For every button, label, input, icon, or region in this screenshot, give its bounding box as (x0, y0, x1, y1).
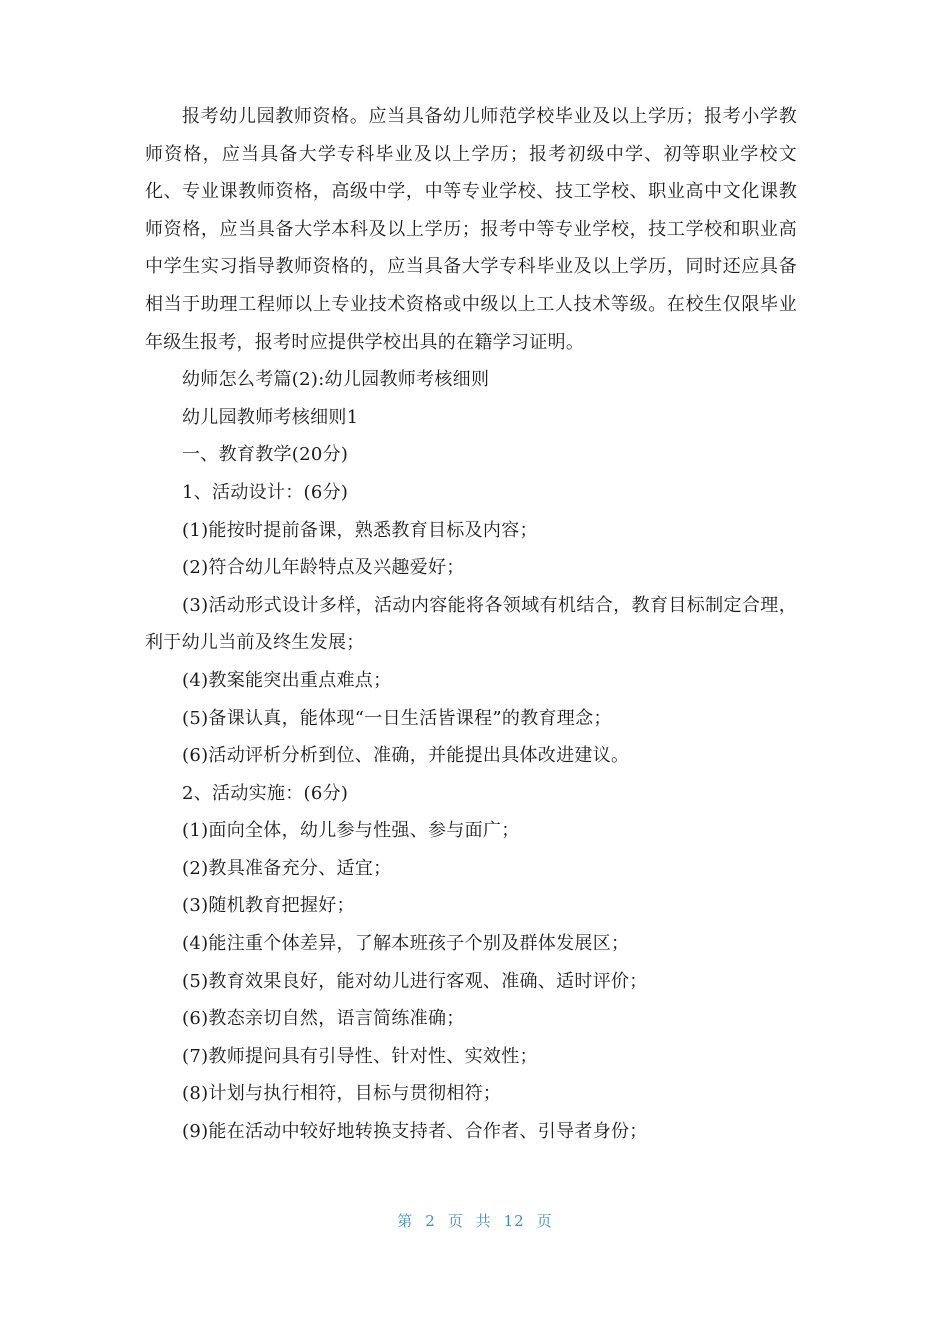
heading-teaching: 一、教育教学(20分) (182, 444, 349, 466)
footer-suffix: 页 (536, 1212, 553, 1230)
list-item: (8)计划与执行相符，目标与贯彻相符； (182, 1083, 502, 1105)
list-item: (1)面向全体，幼儿参与性强、参与面广； (182, 820, 520, 842)
document-body (145, 98, 797, 1151)
list-item: (6)活动评析分析到位、准确，并能提出具体改进建议。 (182, 745, 630, 767)
list-item: (4)教案能突出重点难点； (182, 669, 392, 691)
footer-current-page: 2 (425, 1212, 436, 1230)
heading-activity-implementation: 2、活动实施：(6分) (182, 782, 349, 804)
list-item: (3)活动形式设计多样，活动内容能将各领域有机结合，教育目标制定合理，利于幼儿当前及终生发展； (145, 594, 797, 654)
paragraph-eligibility: 报考幼儿园教师资格。应当具备幼儿师范学校毕业及以上学历；报考小学教师资格，应当具备大学专科毕业及以上学历；报考初级中学、初等职业学校文化、专业课教师资格，高级中学，中等专业学校、技工学校、职业高中文化课教师资格，应当具备大学本科及以上学历；报考中等专业学校，技工学校和职业高中学生实习指导教师资格的，应当具备大学专科毕业及以上学历，同时还应具备相当于助理工程师以上专业技术资格或中级以上工人技术等级。在校生仅限毕业年级生报考，报考时应提供学校出具的在籍学习证明。 (145, 106, 797, 353)
list-item: (5)教育效果良好，能对幼儿进行客观、准确、适时评价； (182, 970, 648, 992)
list-item: (3)随机教育把握好； (182, 895, 355, 917)
list-item: (5)备课认真，能体现“一日生活皆课程”的教育理念； (182, 707, 612, 729)
list-item: (9)能在活动中较好地转换支持者、合作者、引导者身份； (182, 1121, 648, 1143)
list-item: (6)教态亲切自然，语言简练准确； (182, 1008, 465, 1030)
list-item: (7)教师提问具有引导性、针对性、实效性； (182, 1045, 538, 1067)
footer-middle: 页 共 (447, 1212, 492, 1230)
list-item: (2)符合幼儿年龄特点及兴趣爱好； (182, 557, 465, 579)
page-footer (0, 1210, 950, 1231)
subsection-title: 幼儿园教师考核细则1 (182, 406, 359, 428)
list-item: (4)能注重个体差异，了解本班孩子个别及群体发展区； (182, 933, 630, 955)
footer-total-pages: 12 (503, 1212, 525, 1230)
footer-prefix: 第 (397, 1212, 414, 1230)
section-heading: 幼师怎么考篇(2):幼儿园教师考核细则 (182, 369, 490, 391)
list-item: (1)能按时提前备课，熟悉教育目标及内容； (182, 519, 538, 541)
heading-activity-design: 1、活动设计：(6分) (182, 481, 349, 503)
list-item: (2)教具准备充分、适宜； (182, 857, 392, 879)
